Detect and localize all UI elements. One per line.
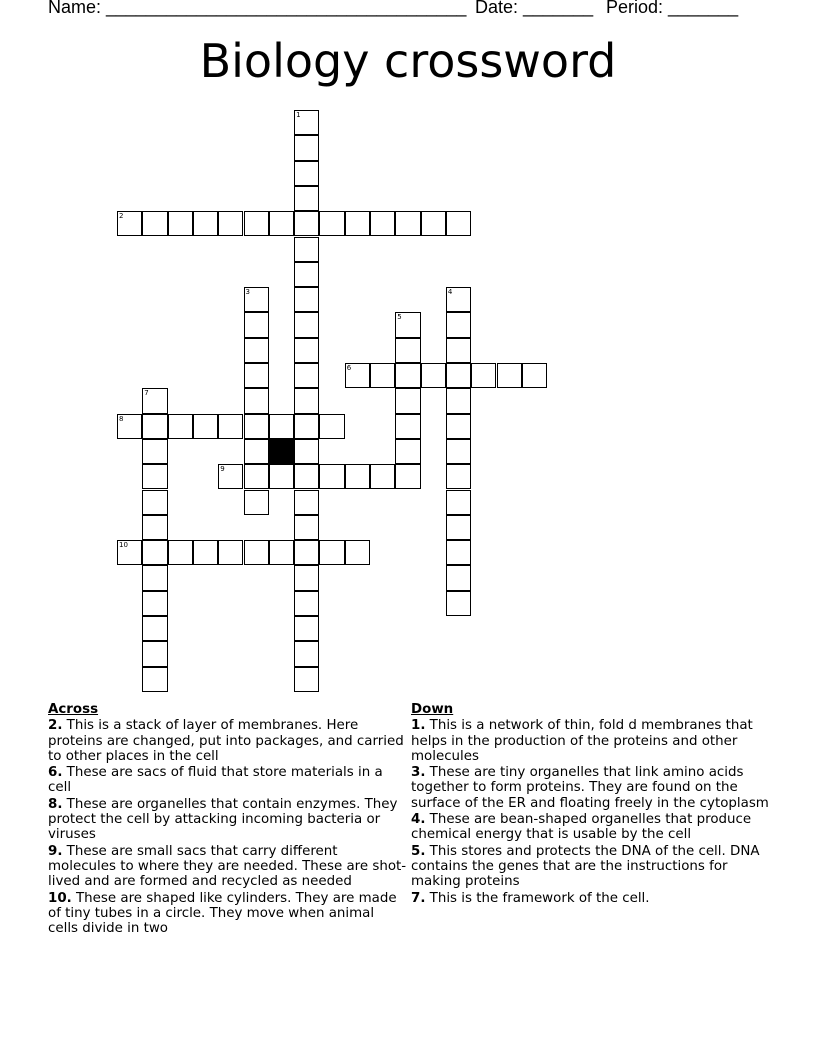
grid-cell[interactable]: [117, 211, 142, 236]
grid-cell[interactable]: [244, 414, 269, 439]
grid-cell[interactable]: [269, 414, 294, 439]
grid-cell[interactable]: [345, 211, 370, 236]
grid-cell[interactable]: [446, 312, 471, 337]
clue-number: 6: [346, 364, 352, 372]
clue-number: 9: [220, 465, 225, 474]
grid-cell[interactable]: [294, 641, 319, 666]
name-field: Name: ____________________________________: [48, 0, 467, 17]
grid-cell[interactable]: [395, 464, 420, 489]
grid-cell[interactable]: [294, 667, 319, 692]
grid-cell[interactable]: [193, 414, 218, 439]
clue-number: 7: [144, 389, 149, 398]
grid-cell[interactable]: [446, 338, 471, 363]
grid-cell[interactable]: [142, 515, 167, 540]
down-clue: [411, 844, 773, 890]
grid-cell[interactable]: [244, 540, 269, 565]
page-title: Biology crossword: [199, 34, 617, 88]
grid-cell[interactable]: [294, 540, 319, 565]
down-clue: [411, 891, 773, 906]
grid-cell[interactable]: [395, 388, 420, 413]
grid-cell[interactable]: [142, 641, 167, 666]
grid-cell[interactable]: [218, 211, 243, 236]
grid-cell[interactable]: [446, 211, 471, 236]
grid-cell[interactable]: [142, 388, 167, 413]
across-clues: [48, 702, 408, 937]
grid-cell[interactable]: [319, 540, 344, 565]
grid-cell[interactable]: [395, 312, 420, 337]
grid-cell[interactable]: [294, 363, 319, 388]
clue-number: 2: [119, 212, 124, 221]
grid-cell[interactable]: [168, 540, 193, 565]
clue-text: These are organelles that contain enzymes. They protect the cell by attacking incoming bacteria or viruses: [48, 796, 398, 843]
grid-cell[interactable]: [294, 161, 319, 186]
grid-cell[interactable]: [446, 464, 471, 489]
grid-cell[interactable]: [446, 287, 471, 312]
grid-cell[interactable]: [142, 414, 167, 439]
black-cell: [269, 439, 294, 464]
grid-cell[interactable]: [294, 312, 319, 337]
down-clue: [411, 718, 773, 764]
clue-num: 1.: [411, 718, 426, 734]
clue-text: These are sacs of fluid that store materials in a cell: [48, 765, 383, 796]
grid-cell[interactable]: [294, 211, 319, 236]
grid-cell[interactable]: [294, 591, 319, 616]
grid-cell[interactable]: [497, 363, 522, 388]
clue-number: 5: [397, 313, 402, 322]
down-clue: [411, 765, 773, 811]
grid-cell[interactable]: [218, 464, 243, 489]
clue-num: 6.: [48, 765, 63, 781]
grid-cell[interactable]: [244, 464, 269, 489]
grid-cell[interactable]: [117, 540, 142, 565]
clue-num: 7.: [411, 890, 426, 906]
clue-num: 2.: [48, 718, 63, 734]
grid-cell[interactable]: [319, 211, 344, 236]
date-field: Date: _______: [475, 0, 594, 17]
grid-cell[interactable]: [294, 186, 319, 211]
grid-cell[interactable]: [446, 565, 471, 590]
grid-cell[interactable]: [294, 490, 319, 515]
clue-num: 10.: [48, 890, 72, 906]
grid-cell[interactable]: [142, 616, 167, 641]
grid-cell[interactable]: [345, 540, 370, 565]
grid-cell[interactable]: [446, 388, 471, 413]
clue-number: 1: [296, 111, 301, 119]
grid-cell[interactable]: [294, 287, 319, 312]
grid-cell[interactable]: [168, 414, 193, 439]
grid-cell[interactable]: [294, 135, 319, 160]
grid-cell[interactable]: [244, 490, 269, 515]
grid-cell[interactable]: [319, 414, 344, 439]
period-field: Period: _______: [606, 0, 739, 17]
grid-cell[interactable]: [395, 414, 420, 439]
clue-num: 5.: [411, 843, 426, 859]
grid-cell[interactable]: [294, 464, 319, 489]
grid-cell[interactable]: [244, 439, 269, 464]
grid-cell[interactable]: [244, 312, 269, 337]
across-clue: [48, 765, 408, 796]
grid-cell[interactable]: [142, 540, 167, 565]
grid-cell[interactable]: [294, 338, 319, 363]
clue-text: This stores and protects the DNA of the cell. DNA contains the genes that are the instructions for making proteins: [411, 843, 760, 890]
grid-cell[interactable]: [421, 363, 446, 388]
grid-cell[interactable]: [294, 262, 319, 287]
grid-cell[interactable]: [446, 591, 471, 616]
grid-cell[interactable]: [522, 363, 547, 388]
grid-cell[interactable]: [294, 515, 319, 540]
grid-cell[interactable]: [117, 414, 142, 439]
grid-cell[interactable]: [142, 211, 167, 236]
grid-cell[interactable]: [244, 287, 269, 312]
clue-number: 10: [119, 541, 128, 550]
grid-cell[interactable]: [446, 439, 471, 464]
grid-cell[interactable]: [294, 565, 319, 590]
across-clue: [48, 844, 408, 890]
grid-cell[interactable]: [421, 211, 446, 236]
clue-text: This is the framework of the cell.: [429, 890, 650, 906]
grid-cell[interactable]: [142, 464, 167, 489]
clue-num: 8.: [48, 796, 63, 812]
clue-num: 9.: [48, 843, 63, 859]
grid-cell[interactable]: [395, 338, 420, 363]
grid-cell[interactable]: [244, 388, 269, 413]
grid-cell[interactable]: [471, 363, 496, 388]
grid-cell[interactable]: [370, 211, 395, 236]
grid-cell[interactable]: [168, 211, 193, 236]
grid-cell[interactable]: [294, 439, 319, 464]
clue-text: These are shaped like cylinders. They are made of tiny tubes in a circle. They move when animal cells divide in two: [48, 890, 397, 937]
clue-number: 8: [119, 414, 124, 423]
grid-cell[interactable]: [446, 414, 471, 439]
grid-cell[interactable]: [269, 211, 294, 236]
grid-cell[interactable]: [446, 515, 471, 540]
clue-num: 3.: [411, 765, 426, 781]
grid-cell[interactable]: [142, 565, 167, 590]
across-heading: Across: [48, 702, 99, 717]
clue-text: These are tiny organelles that link amino acids together to form proteins. They are found on the surface of the ER and floating freely in the cytoplasm: [411, 765, 769, 811]
grid-cell[interactable]: [142, 591, 167, 616]
grid-cell[interactable]: [244, 211, 269, 236]
grid-cell[interactable]: [269, 464, 294, 489]
grid-cell[interactable]: [446, 363, 471, 388]
down-clues: [411, 702, 773, 907]
grid-cell[interactable]: [244, 363, 269, 388]
grid-cell[interactable]: [294, 616, 319, 641]
grid-cell[interactable]: [142, 667, 167, 692]
grid-cell[interactable]: [142, 490, 167, 515]
grid-cell[interactable]: [446, 490, 471, 515]
grid-cell[interactable]: [395, 363, 420, 388]
grid-cell[interactable]: [218, 414, 243, 439]
across-clue: [48, 797, 408, 843]
clue-number: 3: [245, 288, 250, 297]
grid-cell[interactable]: [395, 211, 420, 236]
grid-cell[interactable]: [294, 414, 319, 439]
clue-text: These are bean-shaped organelles that produce chemical energy that is usable by the cell: [411, 812, 752, 843]
grid-cell[interactable]: [370, 363, 395, 388]
grid-cell[interactable]: [370, 464, 395, 489]
down-clue: [411, 812, 773, 843]
clue-num: 4.: [411, 812, 426, 828]
grid-cell[interactable]: [345, 464, 370, 489]
clue-text: This is a network of thin, fold d membranes that helps in the production of the proteins and other molecules: [411, 718, 753, 764]
clue-number: 4: [447, 288, 453, 297]
grid-cell[interactable]: [395, 439, 420, 464]
grid-cell[interactable]: [193, 540, 218, 565]
grid-cell[interactable]: [142, 439, 167, 464]
grid-cell[interactable]: [244, 338, 269, 363]
across-clue: [48, 718, 408, 764]
grid-cell[interactable]: [345, 363, 370, 388]
down-heading: Down: [411, 702, 454, 717]
grid-cell[interactable]: [294, 388, 319, 413]
clue-text: These are small sacs that carry different molecules to where they are needed. These are shot-lived and are formed and recycled as needed: [48, 843, 407, 890]
grid-cell[interactable]: [446, 540, 471, 565]
across-clue: [48, 891, 408, 937]
clue-text: This is a stack of layer of membranes. Here proteins are changed, put into packages, and carried to other places in the cell: [48, 718, 404, 764]
grid-cell[interactable]: [294, 237, 319, 262]
grid-cell[interactable]: [319, 464, 344, 489]
grid-cell[interactable]: [294, 110, 319, 135]
grid-cell[interactable]: [218, 540, 243, 565]
grid-cell[interactable]: [193, 211, 218, 236]
grid-cell[interactable]: [269, 540, 294, 565]
